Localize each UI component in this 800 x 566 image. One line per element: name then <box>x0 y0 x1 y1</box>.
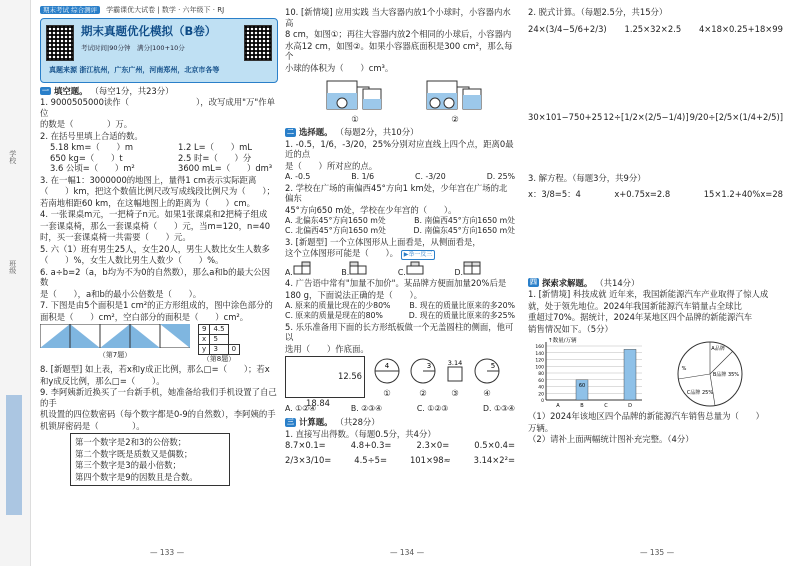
qr-code-icon <box>46 25 74 61</box>
page-number: — 134 — <box>390 548 425 557</box>
q2-line: 2. 在括号里填上合适的数。 <box>40 130 143 141</box>
q9-line: 9. 李阿姨新近换买了一台新手机，她准备给我们手机设置了自己的手 <box>40 387 277 408</box>
c4-line: 180 g，下面说法正确的是（ ）。 <box>285 289 423 300</box>
figure-10: ① ② <box>285 75 515 124</box>
c1-line: 1. -0.5，1/6，-3/20，25%分别对应直线上四个点，距离0最近的点 <box>285 138 514 159</box>
y-tick-label: 120 <box>535 358 544 364</box>
y-tick-label: 100 <box>535 365 544 371</box>
q4-line: 时，买一套课桌椅一共需要（ ）元。 <box>40 232 191 243</box>
y-tick-label: 0 <box>541 399 544 404</box>
q6-line: 是（ ），a和b的最小公倍数是（ ）。 <box>40 288 202 299</box>
q2-row: 650 kg=（ ）t 2.5 时=（ ）分 <box>50 152 252 163</box>
pie-slice-label: B品牌 35% <box>712 372 740 378</box>
svg-text:5: 5 <box>490 362 496 371</box>
exam-source: 真题来源 浙江杭州，广东广州，河南郑州，北京市各等 <box>49 65 220 74</box>
q4-line: 一套课桌椅，那么一套课桌椅（ ）元，当m=120，n=40 <box>40 220 271 231</box>
page-number: — 135 — <box>640 548 675 557</box>
qr-code-icon <box>244 25 272 61</box>
c4-line: 4. 广告语中常有"加量不加价"。某品牌方便面加量20%后是 <box>285 278 507 289</box>
q1-line: 1. 9000505000读作（ ），改写成用"万"作单位 <box>40 97 275 118</box>
section-choice: 二 选择题。 （每题2分，共10分） <box>287 127 419 137</box>
calc1-line: 1. 直接写出得数。（每题0.5分，共4分） <box>285 428 436 439</box>
pie-slice-label: C品牌 25% <box>686 390 714 396</box>
password-hints: 第一个数字是2和3的公倍数； 第二个数字既是质数又是偶数； 第三个数字是3的最小倍数； 第四个数字是9的因数且是合数。 <box>70 433 230 486</box>
q10-line: 水高12 cm，如图②。如果小容器底面积是300 cm²，那么每个 <box>285 40 513 61</box>
q8-line: 8. [新题型] 如上表，若x和y成正比例，那么□=（ ）；若x <box>40 364 270 375</box>
y-tick-label: 20 <box>538 392 544 398</box>
y-tick-label: 60 <box>538 378 544 384</box>
q6-line: 6. a÷b=2（a，b均为不为0的自然数），那么a和b的最大公因数 <box>40 266 270 288</box>
pie-chart <box>654 336 774 410</box>
exam-info <box>81 44 185 52</box>
bar-data-label: 60 <box>578 382 586 389</box>
y-tick-label: 160 <box>535 345 544 350</box>
charts <box>528 336 783 410</box>
exam-title: 期末真题优化模拟（B卷） <box>81 23 217 38</box>
q2-row: 3.6 公顷=（ ）m² 3600 mL=（ ）dm³ <box>50 163 273 174</box>
svg-text:3: 3 <box>426 362 432 371</box>
section-calc: 三 计算题。 （共28分） <box>287 417 380 428</box>
exam-score: 满分|100+10分 <box>136 43 185 52</box>
x-tick-label: B <box>580 403 584 409</box>
bar-chart <box>528 336 648 410</box>
header-bar <box>40 6 278 15</box>
x-tick-label: A <box>556 403 560 409</box>
q3-line: 若南地相距60 km，在这幅地图上的距离为（ ）cm。 <box>40 197 255 208</box>
figure-8-table: 9 4.5 x 5 y 3 0 （第8题） <box>198 324 240 363</box>
q1-line: 的数是（ ）万。 <box>40 119 133 130</box>
c3-options: A. B. C. D. <box>285 261 515 278</box>
column-1 <box>40 6 278 486</box>
y-axis-label: ↑数量/万辆 <box>548 338 577 344</box>
c2-line: 45°方向650 m处，学校在少年宫的（ ）。 <box>285 204 457 215</box>
calc2-line: 2. 脱式计算。（每题2.5分，共15分） <box>528 7 668 17</box>
q9-line: 机设置的四位数密码（每个数字都是0-9的自然数），李阿姨的手 <box>40 409 276 420</box>
pie-slice-label: A品牌 <box>711 346 725 352</box>
left-tag: 期末考试 综合测评 <box>40 6 100 14</box>
page-number: — 133 — <box>150 548 185 557</box>
q9-line: 机锁屏密码是（ ）。 <box>40 420 145 431</box>
q3-line: （ ）km，把这个数值比例尺改写成线段比例尺为（ ）； <box>40 186 275 197</box>
c3-line: 这个立体图形可能是（ ）。 ▶举一反三 <box>285 248 515 260</box>
x-tick-label: C <box>604 403 608 409</box>
pie-slice-label: % <box>681 366 687 372</box>
svg-text:3.14: 3.14 <box>447 359 463 368</box>
c5-line: 5. 乐乐准备用下面的长方形纸板做一个无盖圆柱的侧面，他可以 <box>285 321 514 343</box>
y-tick-label: 80 <box>538 372 544 377</box>
binding-margin <box>0 0 31 566</box>
column-2: 10. [新情境] 应用实践 当大容器内放1个小球时，小容器内水高 8 cm，如图①；再往大容器内放2个相同的小球后，小容器内 水高12 cm，如图②。如果小容器底面积是300 cm²，那么每个 小球的体积为（ ）cm³。 ① ② 二 选择题。 （每题2分，共10分） 1. -0.5，1/6，-3/20，25%分别对应直线上四个点，距离0最近的点 是（ ）所对应的点。 A. -0.5 B. 1/6 C. -3/20 D. 25% 2. 学校在广场的南偏西45°方向1 km处，少年宫在广场的北偏东 45°方向650 m处，学校在少年宫的（ ）。 A. 北偏东45°方向1650 m处 B. 南偏西45°方向1650 m处 C. 北偏西45°方向1650 m处 D. 南偏东45°方向1650 m处 3. [新题型] 一个立体图形从上面看是，从侧面看是， 这个立体图形可能是（ ）。 ▶举一反三 A. B. C. D. 4. 广告语中常有"加量不加价"。某品牌方便面加量20%后是 180 g，下面说法正确的是（ ）。 A. 原来的质量比现在的少80% B. 现在的质量比原来的多20% C. 原来的质量是现在的80% D. 现在的质量比原来的多25% 5. 乐乐准备用下面的长方形纸板做一个无盖圆柱的侧面，他可以 选用（ ）作底面。 12.56 18.84 4 ① 3 ② 3.14 ③ 5 ④ A. ①②④ B. ②③④ C. ①②③ D. ①③④ 三 计算题。 （共28分） 1. 直接写出得数。（每题0.5分，共4分） 8.7×0.1= 4.8+0.3= 2.3×0= 0.5×0.4= 2/3×3/10= 4.5÷5= 101×98≈ 3.14×2²= <box>285 7 515 465</box>
figure-7: （第7题） <box>40 324 190 359</box>
figure-c5: 12.56 18.84 4 ① 3 ② 3.14 ③ 5 ④ <box>285 356 515 398</box>
c2-line: 2. 学校在广场的南偏西45°方向1 km处，少年宫在广场的北偏东 <box>285 182 508 204</box>
q8-line: 和y成反比例，那么□=（ ）。 <box>40 375 165 386</box>
q7-line: 面积是（ ）cm²，空白部分的面积是（ ）cm²。 <box>40 311 249 322</box>
q10-line: 8 cm，如图①；再往大容器内放2个相同的小球后，小容器内 <box>285 29 512 39</box>
q2-row: 5.18 km=（ ）m 1.2 L=（ ）mL <box>50 142 252 153</box>
c1-line: 是（ ）所对应的点。 <box>285 160 378 171</box>
q10-line: 小球的体积为（ ）cm³。 <box>285 62 394 73</box>
y-tick-label: 140 <box>535 351 544 357</box>
name-label: 学校 <box>8 150 17 164</box>
q4-line: 4. 一张课桌m元，一把椅子n元。如果1张课桌和2把椅子组成 <box>40 209 268 220</box>
c3-line: 3. [新题型] 一个立体图形从上面看是，从侧面看是， <box>285 236 481 247</box>
q7-line: 7. 下图是由5个面积是1 cm²的正方形组成的，图中涂色部分的 <box>40 300 273 311</box>
exam-time: 考试时间|90分钟 <box>81 43 131 52</box>
calc3-line: 3. 解方程。（每题3分，共9分） <box>528 172 646 183</box>
c5-line: 选用（ ）作底面。 <box>285 343 369 354</box>
c1-options: A. -0.5 B. 1/6 C. -3/20 D. 25% <box>285 172 515 181</box>
stamp-seal <box>6 395 22 515</box>
svg-text:4: 4 <box>384 362 390 371</box>
bar <box>624 349 636 400</box>
class-label: 班级 <box>8 260 17 274</box>
column-3: 2. 脱式计算。（每题2.5分，共15分） 24×(3/4−5/6+2/3) 1.25×32×2.5 4×18×0.25+18×99 30×101−750+25 12÷[1/2×(2/5−1/4)] 9/20÷[2/5×(1/4+2/5)] 3. 解方程。（每题3分，共9分） x：3/8=5：4 x+0.75x=2.8 15×1.2+40%x=28 四 探索求解题。 （共14分） 1. [新情境] 科技成就 近年来，我国新能源汽车产业取得了惊人成 就，处于领先地位。2024年我国新能源汽车销量占全球比 重超过70%。据统计，2024年某地区四个品牌的新能源汽车 销售情况如下。（5分） 0 20 40 60 80 100 120 140 160 ↑数量/万辆 A 60 B C D A品牌 B品牌 35% C品牌 25% % （1）2024年该地区四个品牌的新能源汽车销售总量为（ ） 万辆。 （2）请补上面两幅统计图补充完整。（4分） <box>528 7 783 444</box>
q5-line: （ ）%，女生人数比男生人数少（ ）%。 <box>40 255 224 266</box>
x-tick-label: D <box>628 403 632 409</box>
section-fill-blank: 一 填空题。 （每空1分，共23分） <box>42 85 174 96</box>
y-tick-label: 40 <box>538 385 544 391</box>
q3-line: 3. 在一幅1：3000000的地图上，量得1 cm表示实际距离 <box>40 174 257 185</box>
title-banner <box>40 18 278 83</box>
section-explore: 四 探索求解题。 （共14分） <box>530 277 640 288</box>
q10-line: 10. [新情境] 应用实践 当大容器内放1个小球时，小容器内水高 <box>285 7 511 28</box>
q5-line: 5. 六（1）班有男生25人，女生20人，男生人数比女生人数多 <box>40 243 270 254</box>
c5-options: A. ①②④ B. ②③④ C. ①②③ D. ①③④ <box>285 404 515 414</box>
series-text: 学霸课优大试卷 | 数学 · 六年级下 · RJ <box>106 6 225 14</box>
